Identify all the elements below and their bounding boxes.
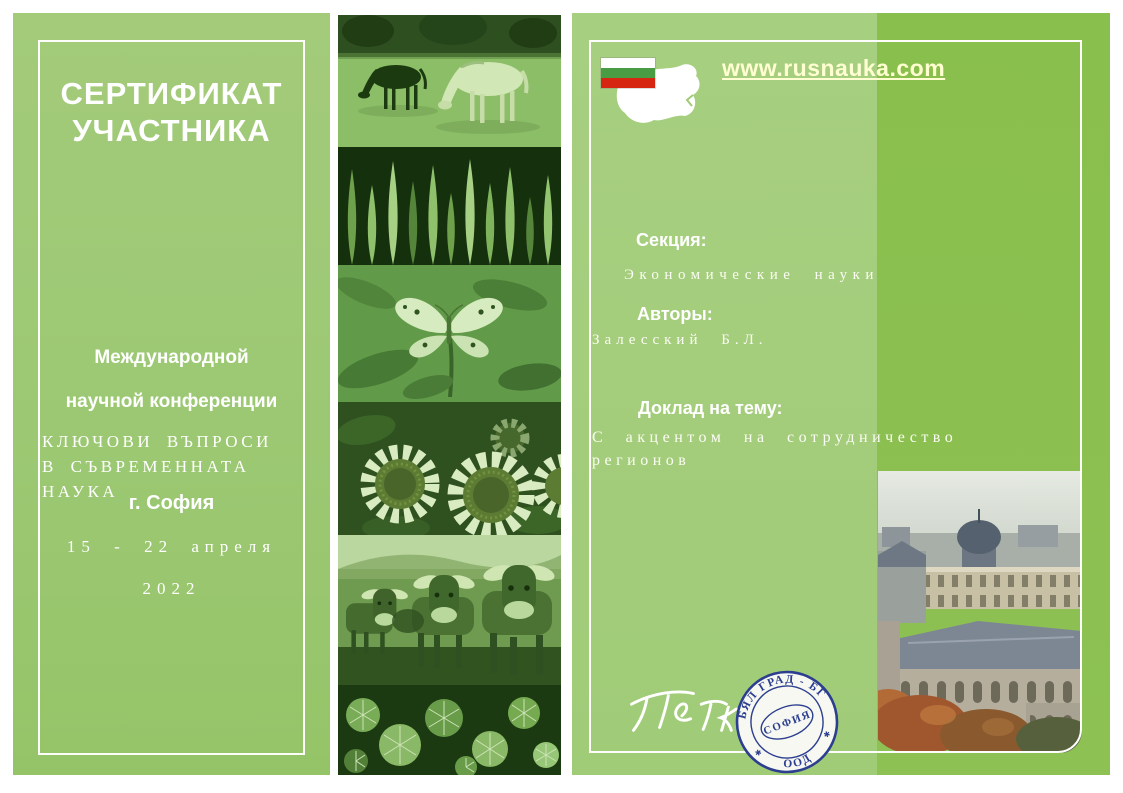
conference-year: 2022 [142,579,201,598]
authors-value: Залесский Б.Л. [592,332,768,348]
flag-stripe-white [601,58,655,68]
stamp-star-right: ✱ [822,729,832,740]
plant-shoots-photo [338,147,561,265]
certificate-right-panel [572,13,1110,775]
certificate-left-panel [13,13,330,775]
flag-stripe-green [601,68,655,78]
section-value: Экономические науки [624,267,879,283]
nasturtium-leaves-photo [338,685,561,775]
certificate-title [13,75,330,149]
stamp-center-text: СОФИЯ [761,708,813,738]
conference-name-line1: КЛЮЧОВИ ВЪПРОСИ [42,432,272,451]
conference-subtitle-line1: Международной [94,347,249,368]
stamp-arc-bottom-text: ООД [783,751,815,771]
conference-city: г. София [128,492,215,514]
certificate-title-line1: СЕРТИФИКАТ [60,76,283,111]
sunflowers-photo [338,402,561,535]
butterfly-photo [338,265,561,402]
stamp-star-left: ✱ [753,747,763,759]
horses-pasture-photo [338,15,561,147]
conference-name-line2: В СЪВРЕМЕННАТА НАУКА [42,457,250,501]
stamp-arc-top-text: БЯЛ ГРАД - БГ [736,673,829,721]
topic-value-line1: С акцентом на сотрудничество [592,429,958,446]
section-label: Секция: [636,230,707,250]
topic-label: Доклад на тему: [638,398,783,418]
bulgaria-flag-icon [601,58,655,88]
authors-label: Авторы: [637,304,713,324]
conference-dates: 15 - 22 апреля [66,537,277,556]
certificate-title-line2: УЧАСТНИКА [72,113,271,148]
conference-subtitle-line2: научной конференции [65,391,278,412]
topic-value-line2: регионов [592,452,691,469]
company-stamp [734,669,840,775]
right-frame-border [589,40,1082,753]
topic-value [592,426,972,472]
flag-stripe-red [601,78,655,88]
nature-photo-strip [338,15,561,775]
cows-photo [338,535,561,685]
website-link[interactable]: www.rusnauka.com [722,55,946,81]
